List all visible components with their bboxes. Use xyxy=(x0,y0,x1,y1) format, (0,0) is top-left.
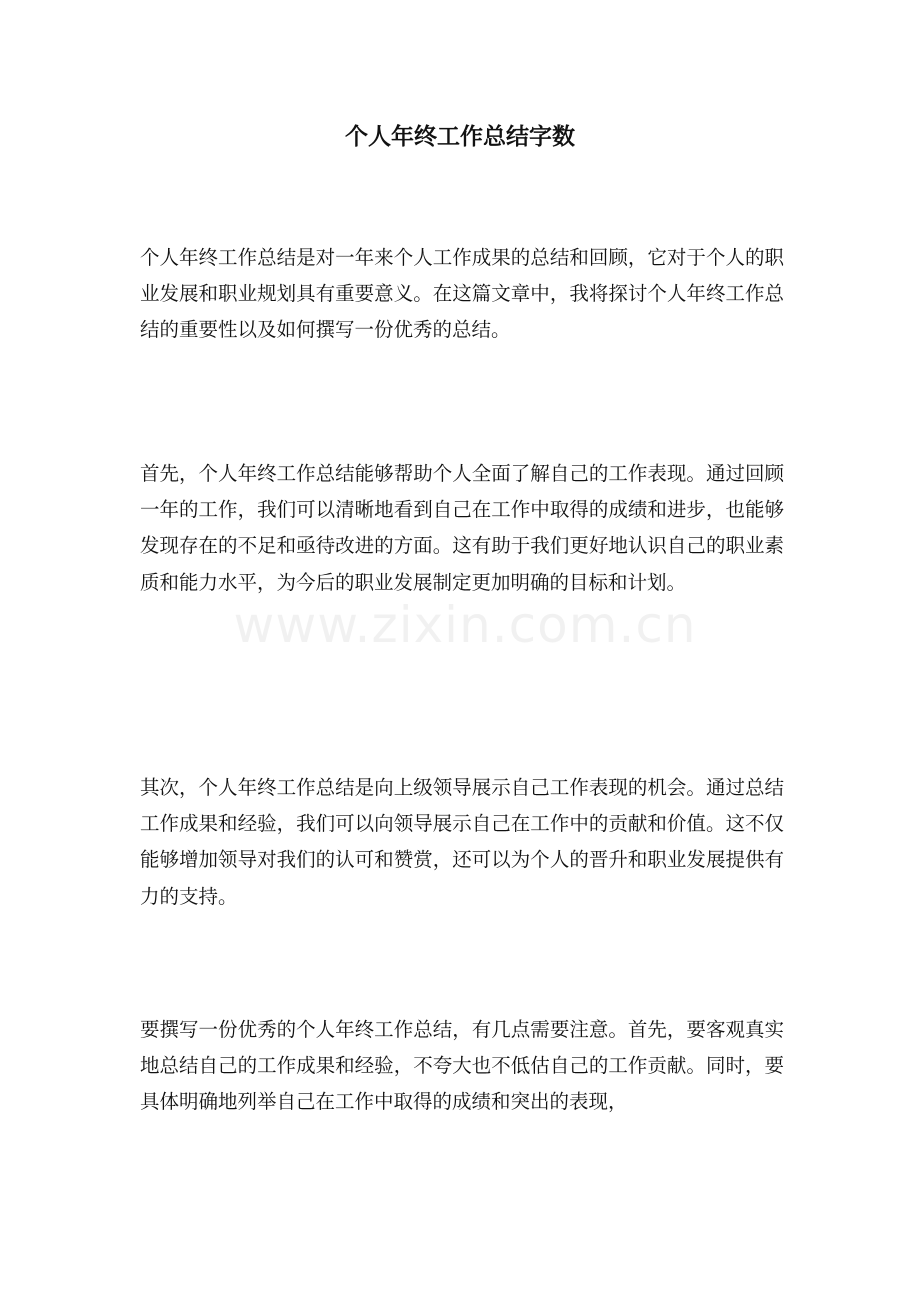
paragraph-second-point: 其次，个人年终工作总结是向上级领导展示自己工作表现的机会。通过总结工作成果和经验，我们可以向领导展示自己在工作中的贡献和价值。这不仅能够增加领导对我们的认可和赞赏，还可以为个人的晋升和职业发展提供有力的支持。 xyxy=(140,776,784,908)
document-title: 个人年终工作总结字数 xyxy=(345,123,575,150)
paragraph-first-point: 首先，个人年终工作总结能够帮助个人全面了解自己的工作表现。通过回顾一年的工作，我们可以清晰地看到自己在工作中取得的成绩和进步，也能够发现存在的不足和亟待改进的方面。这有助于我们更好地认识自己的职业素质和能力水平，为今后的职业发展制定更加明确的目标和计划。 xyxy=(140,462,784,594)
watermark-text: www.zixin.com.cn xyxy=(233,596,697,654)
paragraph-intro: 个人年终工作总结是对一年来个人工作成果的总结和回顾，它对于个人的职业发展和职业规划具有重要意义。在这篇文章中，我将探讨个人年终工作总结的重要性以及如何撰写一份优秀的总结。 xyxy=(140,246,784,342)
paragraph-writing-tips: 要撰写一份优秀的个人年终工作总结，有几点需要注意。首先，要客观真实地总结自己的工作成果和经验，不夸大也不低估自己的工作贡献。同时，要具体明确地列举自己在工作中取得的成绩和突出的表现， xyxy=(140,1018,784,1114)
